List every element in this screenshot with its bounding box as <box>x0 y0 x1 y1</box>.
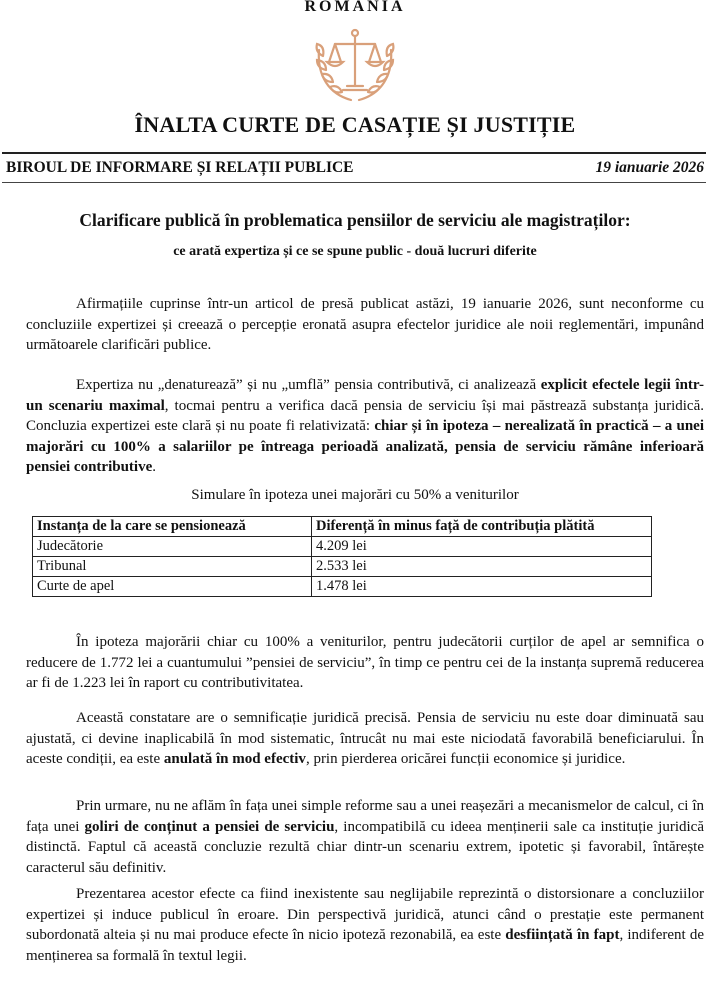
paragraph-1: Afirmațiile cuprinse într-un articol de presă publicat astăzi, 19 ianuarie 2026, sunt neconforme cu concluziile expertizei și creează o percepție eronată asupra efectelor juridice ale noii reglementări, impunând următoarele clarificări publice. <box>26 296 704 353</box>
column-header: Diferență în minus față de contribuția plătită <box>312 517 652 537</box>
table-row <box>33 577 652 597</box>
paragraph-2-text: , tocmai pentru a verifica dacă pensia de serviciu își mai păstrează substanța juridică. Concluzia expertizei este clară și nu poate fi relativizată: <box>26 397 704 434</box>
table-cell: Judecătorie <box>33 537 312 557</box>
document-subtitle: ce arată expertiza și ce se spune public - două lucruri diferite <box>173 244 537 259</box>
table-cell: Curte de apel <box>33 577 312 597</box>
table-cell: 1.478 lei <box>312 577 652 597</box>
paragraph-6-emphasis: desființată în fapt <box>505 927 620 943</box>
paragraph-5-text: , incompatibilă cu ideea menținerii sale ca instituție juridică distinctă. Faptul că această concluzie rezultă chiar dintr-un scenariu extrem, ipotetic și favorabil, întărește caracterul său definitiv. <box>26 818 704 876</box>
paragraph-2-emphasis: chiar și în ipoteza – nerealizată în practică – a unei majorări cu 100% a salariilor pe întreaga perioadă analizată, pensia de serviciu rămâne inferioară pensiei contributive <box>26 418 705 475</box>
paragraph-6 <box>26 884 704 966</box>
table-header-row <box>33 517 652 537</box>
paragraph-4-text: Această constatare are o semnificație juridică precisă. Pensia de serviciu nu este doar diminuată sau ajustată, ci devine inaplicabilă în mod sistematic, întrucât nu mai este niciodată favorabilă beneficiarului. În aceste condiții, ea este <box>26 710 704 767</box>
paragraph-5-emphasis: goliri de conținut a pensiei de serviciu <box>84 818 335 835</box>
paragraph-4-text: , prin pierderea oricărei funcții economice și juridice. <box>305 751 626 767</box>
paragraph-5-text: Prin urmare, nu ne aflăm în fața unei simple reforme sau a unei reașezări a mecanismelor de calcul, ci în fața unei <box>26 798 704 835</box>
table-row <box>33 537 652 557</box>
office-name: BIROUL DE INFORMARE ȘI RELAȚII PUBLICE <box>6 159 354 176</box>
paragraph-2-text: . <box>152 459 156 475</box>
document-title: Clarificare publică în problematica pensiilor de serviciu ale magistraților: <box>79 210 631 230</box>
country-heading: ROMANIA <box>304 0 406 15</box>
court-name: ÎNALTA CURTE DE CASAȚIE ȘI JUSTIȚIE <box>134 112 576 137</box>
release-date: 19 ianuarie 2026 <box>595 159 704 176</box>
table-row <box>33 557 652 577</box>
table-cell: 2.533 lei <box>312 557 652 577</box>
paragraph-3: În ipoteza majorării chiar cu 100% a veniturilor, pentru judecătorii curților de apel ar semnifica o reducere de 1.772 lei a cuantumului ”pensiei de serviciu”, în timp ce pentru cei de la instanța supremă reducerea ar fi de 1.223 lei în raport cu contributivitatea. <box>26 634 704 691</box>
paragraph-2 <box>26 375 704 478</box>
simulation-table <box>32 516 652 597</box>
paragraph-2-text: Expertiza nu „denaturează” și nu „umflă” pensia contributivă, ci analizează <box>76 377 541 393</box>
table-cell: Tribunal <box>33 557 312 577</box>
paragraph-6-text: , indiferent de menținerea sa formală în textul legii. <box>26 927 705 964</box>
paragraph-5 <box>26 796 704 878</box>
column-header: Instanța de la care se pensionează <box>33 517 312 537</box>
paragraph-4-emphasis: anulată în mod efectiv <box>163 751 306 767</box>
office-bar <box>2 152 706 184</box>
paragraph-6-text: Prezentarea acestor efecte ca fiind inexistente sau neglijabile reprezintă o distorsionare a concluziilor expertizei și induce publicul în eroare. Din perspectivă juridică, atunci când o prestație este permanent subordonată alteia și nu mai produce efecte în nicio ipoteză rezonabilă, ea este <box>26 886 704 943</box>
table-cell: 4.209 lei <box>312 537 652 557</box>
paragraph-2-emphasis: explicit efectele legii într-un scenariu maximal <box>26 377 704 414</box>
table-caption: Simulare în ipoteza unei majorări cu 50% a veniturilor <box>191 487 519 503</box>
scales-of-justice-emblem-icon <box>307 20 403 106</box>
paragraph-4 <box>26 708 704 770</box>
